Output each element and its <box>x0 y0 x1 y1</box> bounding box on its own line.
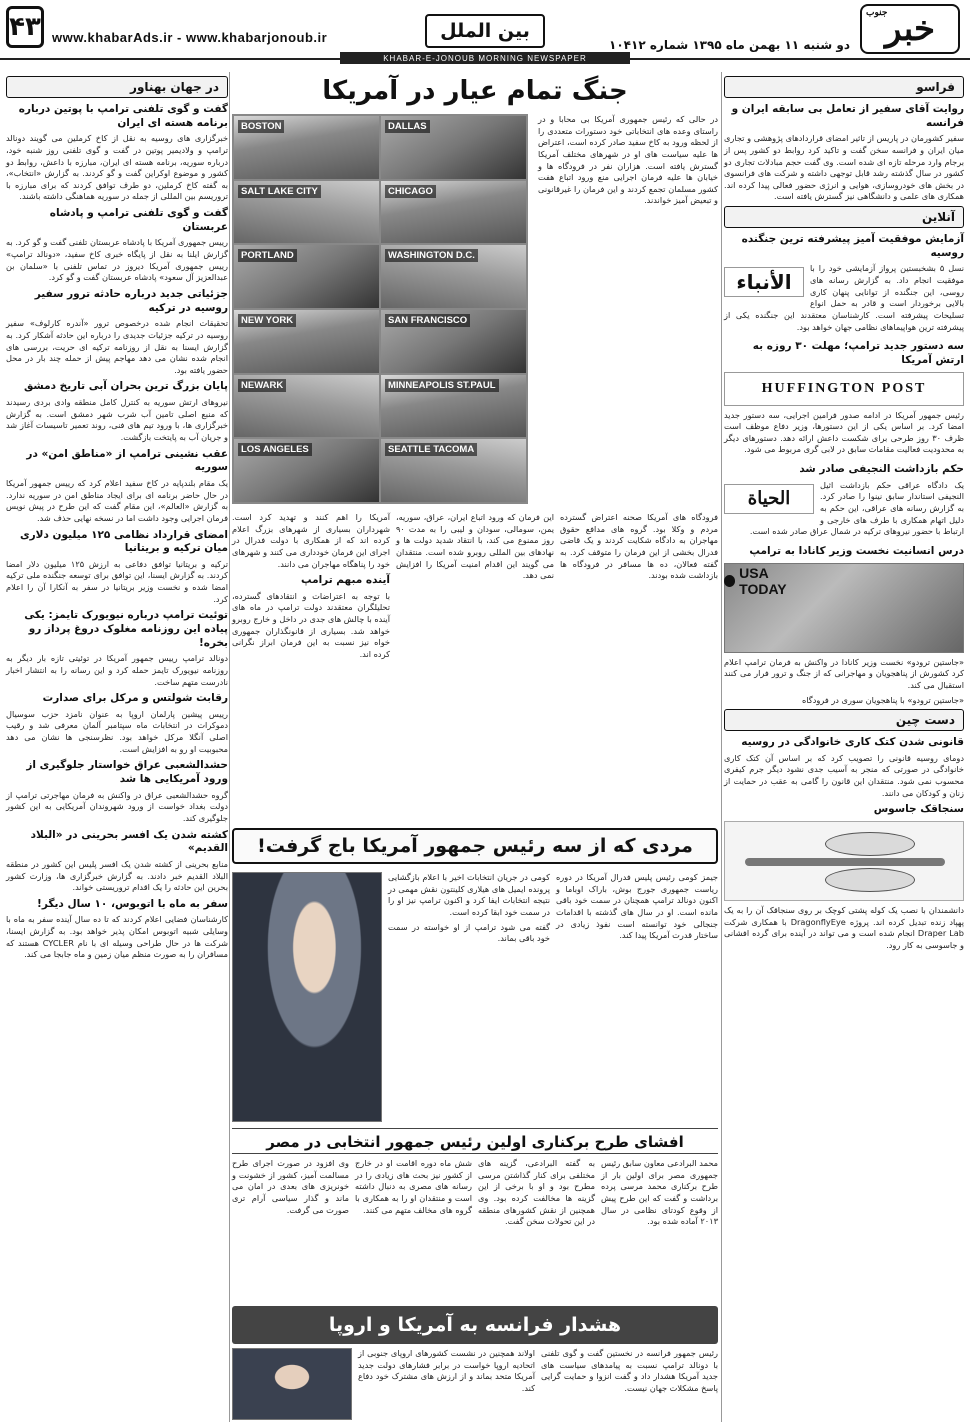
masthead <box>0 0 970 63</box>
lead-article <box>538 114 718 210</box>
city-label: DALLAS <box>385 120 430 133</box>
lens-section-header: دست چین <box>724 709 964 731</box>
photo-caption: گفته می شود ترامپ از او خواسته در سمت خود باقی بماند. <box>388 921 550 944</box>
article-paragraph: آمریکا را اهم کنند و تهدید کرد است. شهرداران بسیاری از شهرهای بزرگ اعلام کرده اند که از همکاری با دولت فدرال در اجرای این فرمان خودداری می کنند و شهرهای خود را پناهگاه مهاجران می دانند. <box>232 512 390 569</box>
city-label: SEATTLE TACOMA <box>385 443 477 456</box>
brief-news-title: عقب نشینی ترامپ از «مناطق امن» در سوریه <box>26 447 228 474</box>
logo-subtitle: جنوب <box>866 8 888 18</box>
main-headline: جنگ تمام عیار در آمریکا <box>322 76 628 106</box>
city-label: SALT LAKE CITY <box>238 185 321 198</box>
brief-news-text: کارشناسان فضایی اعلام کردند که تا ده سال آینده سفر به ماه با وسایلی شبیه اتوبوس امکان پذیر خواهد بود. به گزارش ایسنا، شرکت ها در حال طراحی وسیله ای با نام CYCLER هستند که مسافران را به صورت منظم میان زمین و ماه جابجا می کند. <box>6 914 228 960</box>
brief-news-text: گروه حشدالشعبی عراق در واکنش به فرمان مهاجرتی ترامپ از دولت بغداد خواست از ورود شهروندان آمریکایی به این کشور جلوگیری کند. <box>6 789 228 823</box>
brief-news-title: سفر به ماه با اتوبوس، ۱۰ سال دیگر! <box>37 897 228 910</box>
source-logo: HUFFINGTON POST <box>724 372 964 406</box>
protest-photo <box>234 116 379 179</box>
brief-news-title: توئیت ترامپ درباره نیویورک تایمز: یکی پیاده این روزنامه مغلوک دروغ پرداز رو بخره! <box>24 609 228 649</box>
online-news-text: «جاستین ترودو» نخست وزیر کانادا در واکنش به فرمان ترامپ اعلام کرد کشورش از پناهجویان و مهاجرانی که از جنگ و ترور فرار می کنند استقبال می کند. <box>724 656 964 690</box>
photo-caption: «جاستین ترودو» با پناهجویان سوری در فرودگاه <box>802 694 964 705</box>
brief-news-text: دونالد ترامپ رییس جمهور آمریکا در توئیتی تازه بار دیگر به روزنامه نیویورک تایمز حمله کرد و این رسانه را به انتشار اخبار نادرست متهم ساخت. <box>6 653 228 687</box>
brief-news-title: گفت و گوی تلفنی ترامپ و پادشاه عربستان <box>49 207 228 233</box>
city-label: SAN FRANCISCO <box>385 314 470 327</box>
dragonfly-image <box>724 821 964 901</box>
protest-photo <box>234 181 379 244</box>
right-section-header: فراسو <box>724 76 964 98</box>
right-column <box>724 76 964 1420</box>
article-paragraph: اولاند همچنین در نشست کشورهای اروپای جنوبی از اتحادیه اروپا خواست در برابر فشارهای دولت جدید آمریکا متحد بماند و از ارزش های مشترک خود دفاع کند. <box>358 1348 535 1393</box>
article-paragraph: به گفته البرادعی، گزینه های مختلفی برای کنار گذاشتن مرسی مطرح بود و او با برخی از این گزینه ها مخالفت کرده بود. وی همچنین از نقش کشورهای منطقه در این تحولات سخن گفت. <box>478 1158 595 1227</box>
city-label: MINNEAPOLIS ST.PAUL <box>385 379 499 392</box>
left-column <box>6 76 228 1420</box>
comey-photo <box>232 872 382 1122</box>
brief-news-text: تحقیقات انجام شده درخصوص ترور «آندره کارلوف» سفیر روسیه در ترکیه جزئیات جدیدی را درباره این حادثه آشکار کرد. به گزارش ایسنا به نقل از روزنامه ترکیه ای حریت، بررسی های انجام شده نشان می دهد مهاجم پیش از حمله چند بار در محل حضور یافته بود. <box>6 318 228 375</box>
online-news-title: حکم بازداشت النجیفی صادر شد <box>799 463 964 476</box>
lead-paragraph: در حالی که رئیس جمهوری آمریکا بی محابا و در راستای وعده های انتخاباتی خود دستورات متعددی را از لحظه ورود به کاخ سفید صادر کرده است، اعتراض ها علیه سیاست های او در شهرهای مختلف آمریکا گسترش یافته است. هزاران نفر در فرودگاه ها و خیابان ها علیه فرمان اجرایی منع ورود اتباع هفت کشور مسلمان تجمع کردند و این فرمان را غیرقانونی و تبعیض آمیز خواندند. <box>538 114 718 206</box>
brief-news-text: رییس پیشین پارلمان اروپا به عنوان نامزد حزب سوسیال دموکرات در انتخابات ماه سپتامبر آلمان معرفی شد و رقیب اصلی آنگلا مرکل خواهد بود. نظرسنجی ها نشان می دهد محبوبیت او رو به افزایش است. <box>6 708 228 754</box>
brief-news-title: گفت و گوی تلفنی ترامپ با پوتین درباره برنامه هسته ای ایران <box>18 103 228 129</box>
brief-news-text: ترکیه و بریتانیا توافق دفاعی به ارزش ۱۲۵ میلیون دلار امضا کردند. به گزارش ایسنا، این توافق برای توسعه جنگنده ملی ترکیه امضا شده و نخست وزیر بریتانیا در سفر به آنکارا آن را اعلام کرد. <box>6 558 228 604</box>
online-section-header: آنلاین <box>724 206 964 228</box>
city-label: BOSTON <box>238 120 284 133</box>
column-divider <box>721 72 722 1422</box>
city-label: PORTLAND <box>238 249 297 262</box>
protest-photo <box>234 245 379 308</box>
brief-news-text: نیروهای ارتش سوریه به کنترل کامل منطقه وادی بردی رسیدند که منبع اصلی تامین آب شرب شهر دمشق است. به گزارش خبرگزاری ها، با ورود تیم های فنی، روند تعمیر تاسیسات آغاز شد و جریان آب به پایتخت بازگشت. <box>6 397 228 443</box>
city-label: CHICAGO <box>385 185 436 198</box>
source-logo: USA TODAY <box>724 566 814 596</box>
logo-text: خبر <box>884 9 936 49</box>
online-news-text: یک دادگاه عراقی حکم بازداشت اثیل النجیفی استاندار سابق نینوا را صادر کرد. به گزارش رسانه های عراقی، این حکم به دلیل اتهام همکاری با طرف های خارجی و ارتباط با حضور نیروهای ترکیه در شمال عراق صادر شده است. <box>749 479 964 537</box>
newspaper-logo <box>860 4 960 54</box>
column-divider <box>229 72 230 1422</box>
hollande-photo <box>232 1348 352 1420</box>
issue-date: دو شنبه ۱۱ بهمن ماه ۱۳۹۵ شماره ۱۰۴۱۲ <box>609 38 850 52</box>
source-logo: الحياة <box>724 484 814 514</box>
online-news-text: نسل ۵ بشخبستین پرواز آزمایشی خود را با موفقیت انجام داد. به گزارش رسانه های روسی، این جنگنده از توانایی پنهان کاری بالایی برخوردار است و قادر به حمل انواع تسلیحات پیشرفته است. کارشناسان معتقدند این جنگنده یکی از پیشرفته ترین هواپیماهای نظامی جهان خواهد بود. <box>724 263 964 332</box>
egypt-article <box>232 1158 718 1231</box>
online-news-text: رئیس جمهور آمریکا در ادامه صدور فرامین اجرایی، سه دستور جدید امضا کرد. بر اساس یکی از این دستورها، وزیر دفاع موظف است ظرف ۳۰ روز طرحی برای شکست داعش ارائه دهد. دستورهای دیگر به محدودیت فعالیت مقامات سابق در لابی گری مربوط می شود. <box>724 409 964 455</box>
city-label: WASHINGTON D.C. <box>385 249 478 262</box>
article-paragraph: جیمز کومی رئیس پلیس فدرال آمریکا در دوره ریاست جمهوری جورج بوش، باراک اوباما و اکنون دونالد ترامپ همچنان در سمت خود باقی مانده است. او در سال های گذشته با اقدامات جنجالی خود توانسته است نفوذ زیادی در ساختار قدرت آمریکا پیدا کند. <box>556 872 718 941</box>
article-paragraph: با توجه به اعتراضات و انتقادهای گسترده، تحلیلگران معتقدند دولت ترامپ در ماه های آینده با چالش های جدی در داخل و خارج روبرو خواهد شد. بسیاری از قانونگذاران جمهوری خواه نیز نسبت به این فرمان ابراز نگرانی کرده اند. <box>232 590 390 660</box>
article-paragraph: فرودگاه های آمریکا صحنه اعتراض گسترده مردم و وکلا بود. گروه های مدافع حقوق مهاجران به دادگاه شکایت کردند و یک قاضی فدرال بخشی از این فرمان را متوقف کرد. به گفته فعالان، ده ها مسافر در فرودگاه ها بازداشت شده بودند. <box>560 512 718 581</box>
protest-photo <box>234 375 379 438</box>
egypt-headline: افشای طرح برکناری اولین رئیس جمهور انتخابی در مصر <box>232 1128 718 1154</box>
left-section-header: در جهان بهناور <box>6 76 228 98</box>
brief-news-title: امضای قرارداد نظامی ۱۲۵ میلیون دلاری میان ترکیه و بریتانیا <box>20 528 228 555</box>
article-paragraph: این فرمان که ورود اتباع ایران، عراق، سوریه، یمن، سومالی، سودان و لیبی را به مدت ۹۰ روز ممنوع می کند، با انتقاد شدید دولت ها و نهادهای بین المللی روبرو شده است. منتقدان می گویند این اقدام امنیت آمریکا را افزایش نمی دهد. <box>396 512 554 581</box>
article-paragraph: سفیر کشورمان در پاریس از تاثیر امضای قراردادهای پژوهشی و تجاری میان ایران و فرانسه سخن گفت و تاکید کرد روابط دو کشور پس از برجام وارد مرحله تازه ای شده است. وی گفت حجم مبادلات تجاری دو کشور در سال گذشته رشد قابل توجهی داشته و شرکت های فرانسوی در بخش های خودروسازی، هوایی و انرژی حضور فعالی پیدا کرده اند. همکاری های علمی و دانشگاهی نیز گسترش یافته است. <box>724 133 964 202</box>
online-news-list <box>724 233 964 709</box>
article-paragraph: رئیس جمهور فرانسه در نخستین گفت و گوی تلفنی با دونالد ترامپ نسبت به پیامدهای سیاست های جدید آمریکا هشدار داد و گفت انزوا و حمایت گرایی پاسخ مشکلات جهان نیست. <box>541 1348 718 1393</box>
france-headline: هشدار فرانسه به آمریکا و اروپا <box>232 1306 718 1344</box>
protest-photo <box>381 310 526 373</box>
article-paragraph: کومی در جریان انتخابات اخیر با اعلام بازگشایی پرونده ایمیل های هیلاری کلینتون نقش مهمی در نتیجه انتخابات ایفا کرد و اکنون ترامپ نیز او را در سمت خود ابقا کرده است. <box>388 872 550 917</box>
protest-photo <box>234 310 379 373</box>
protest-photo-collage <box>232 114 528 504</box>
site-url[interactable]: www.khabarAds.ir - www.khabarjonoub.ir <box>52 30 328 45</box>
brief-news-text: منابع بحرینی از کشته شدن یک افسر پلیس این کشور در منطقه البلاد القدیم خبر دادند. به گزارش خبرگزاری ها، وزارت کشور بحرین این حادثه را یک اقدام تروریستی خواند. <box>6 858 228 893</box>
protest-photo <box>381 245 526 308</box>
brief-news-list <box>6 103 228 961</box>
article-subheading: آینده مبهم ترامپ <box>300 574 390 587</box>
brief-news-text: یک مقام بلندپایه در کاخ سفید اعلام کرد که رییس جمهور آمریکا در حال حاضر برنامه ای برای ایجاد مناطق امن در سوریه ندارد. به گزارش «العالم»، این مقام گفت که این طرح در پیش نویس فرمان اجرایی وجود داشت اما در نسخه نهایی حذف شد. <box>6 477 228 523</box>
online-news-title: سه دستور جدید ترامپ؛ مهلت ۳۰ روزه به ارتش آمریکا <box>752 340 964 366</box>
brief-news-title: حشدالشعبی عراق خواستار جلوگیری از ورود آمریکایی ها شد <box>26 759 228 786</box>
source-logo: الأنباء <box>724 267 804 297</box>
comey-headline: مردی که از سه رئیس جمهور آمریکا باج گرفت! <box>232 828 718 864</box>
brief-news-title: کشته شدن یک افسر بحرینی در «البلاد القدیم» <box>30 828 228 855</box>
city-label: LOS ANGELES <box>238 443 312 456</box>
article-columns <box>232 512 718 664</box>
city-label: NEWARK <box>238 379 286 392</box>
protest-photo <box>234 439 379 502</box>
brief-news-text: رییس جمهوری آمریکا با پادشاه عربستان تلفنی گفت و گو کرد. به گزارش ایلنا به نقل از پایگاه خبری کاخ سفید، «دونالد ترامپ» رییس جمهوری آمریکا دیروز در تماس تلفنی با «سلمان بن عبدالعزیز آل سعود» پادشاه عربستان گفت و گو کرد. <box>6 237 228 283</box>
protest-photo <box>381 375 526 438</box>
brief-news-title: پایان بزرگ ترین بحران آبی تاریخ دمشق <box>23 380 228 393</box>
protest-photo <box>381 116 526 179</box>
city-label: NEW YORK <box>238 314 296 327</box>
comey-article <box>388 872 718 948</box>
article-paragraph: دومای روسیه قانونی را تصویب کرد که بر اساس آن کتک کاری خانوادگی در صورتی که منجر به آسیب جدی نشود دیگر جرم کیفری محسوب نمی شود. منتقدان این قانون را گامی به عقب در حمایت از زنان و کودکان می دانند. <box>724 752 964 798</box>
section-title: بین الملل <box>425 14 545 48</box>
article-title: سنجاقک جاسوس <box>873 803 964 816</box>
article-paragraph: وی افزود در صورت اجرای طرح مسالمت آمیز، کشور از خشونت و خونریزی های بعدی در امان می ماند و گذار سیاسی آرام تری صورت می گرفت. <box>232 1158 349 1215</box>
brief-news-title: جزئیاتی جدید درباره حادثه ترور سفیر روسیه در ترکیه <box>34 287 228 314</box>
online-news-title: درس انسانیت نخست وزیر کانادا به ترامپ <box>749 544 964 557</box>
article-paragraph: دانشمندان با نصب یک کوله پشتی کوچک بر روی سنجاقک آن را به یک پهپاد زنده تبدیل کرده اند. پروژه DragonflyEye با همکاری شرکت Draper Lab انجام شده است و می تواند در آینده برای گرده افشانی و جاسوسی به کار رود. <box>724 904 964 950</box>
article-paragraph: شش ماه دوره اقامت او در خارج از کشور نیز بحث های زیادی را در رسانه های مصری به دنبال داشته است و منتقدان او را به همکاری با گروه های مخالف متهم می کنند. <box>355 1158 472 1215</box>
online-news-title: آزمایش موفقیت آمیز پیشرفته ترین جنگنده روسیه <box>741 233 964 259</box>
page-number: ۴۳ <box>6 6 44 48</box>
article-title: روایت آقای سفیر از تعامل بی سابقه ایران و فرانسه <box>731 103 964 129</box>
english-strip: KHABAR-E-JONOUB MORNING NEWSPAPER <box>340 52 630 64</box>
brief-news-title: رقابت شولتس و مرکل برای صدارت <box>42 692 228 705</box>
article-paragraph: محمد البرادعی معاون سابق رئیس جمهوری مصر برای اولین بار از طرح برکناری محمد مرسی پرده برداشت و گفت که این طرح پیش از وقوع کودتای نظامی در سال ۲۰۱۳ آماده شده بود. <box>601 1158 718 1227</box>
middle-column <box>232 76 718 1420</box>
protest-photo <box>381 181 526 244</box>
protest-photo <box>381 439 526 502</box>
article-title: قانونی شدن کتک کاری خانوادگی در روسیه <box>741 736 964 749</box>
brief-news-text: خبرگزاری های روسیه به نقل از کاخ کرملین می گویند دونالد ترامپ و ولادیمیر پوتین در گفت و گوی تلفنی روز شنبه خود، درباره سوریه، برنامه هسته ای ایران، مبارزه با داعش، روابط دو کشور و موضوع اوکراین گفت و گو کردند. به گزارش «انتخاب»، به گفته کاخ کرملین، دو طرف توافق کردند که برای مبارزه با تروریسم بین المللی از جمله در سوریه هماهنگی داشته باشند. <box>6 133 228 202</box>
france-article <box>358 1348 718 1398</box>
